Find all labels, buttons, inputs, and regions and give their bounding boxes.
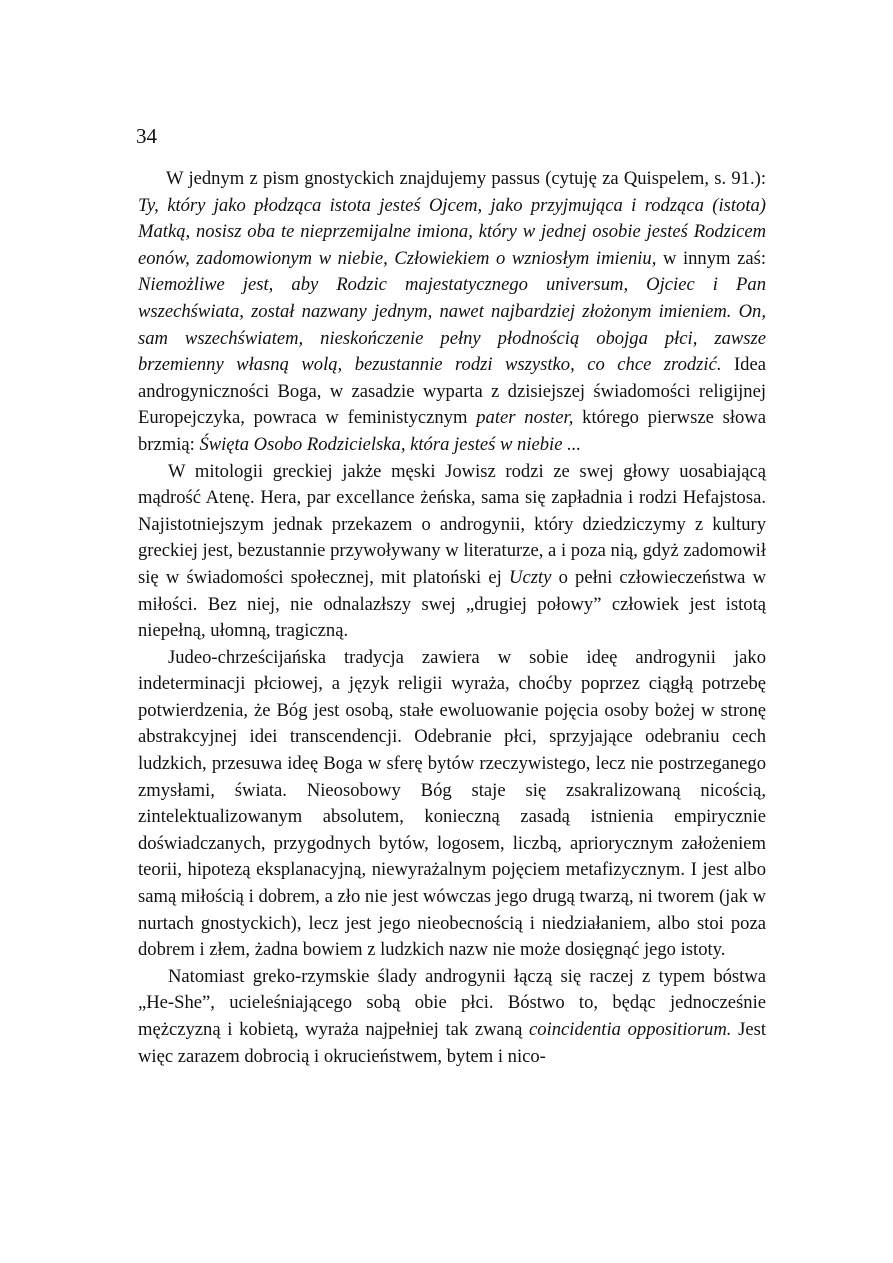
text-segment: Judeo-chrześcijańska tradycja zawiera w sobie ideę androgynii jako indeterminacji płciowej, a język religii wyraża, choćby poprzez ciągłą potrzebę potwierdzenia, że Bóg jest osobą, stałe ewoluowanie pojęcia osoby bożej w stronę abstrakcyjnej idei transcendencji. Odebranie płci, sprzyjające odebraniu cech ludzkich, przesuwa ideę Boga w sferę bytów rzeczywistego, lecz nie postrzeganego zmysłami, świata. Nieosobowy Bóg staje się zsakralizowaną nicością, zintelektualizowanym absolutem, konieczną zasadą istnienia empirycznie doświadczanych, przygodnych bytów, logosem, liczbą, apriorycznym założeniem teorii, hipotezą eksplanacyjną, niewyrażalnym pojęciem metafizycznym. I jest albo samą miłością i dobrem, a zło nie jest wówczas jego drugą twarzą, ni tworem (jak w nurtach gnostyckich), lecz jest jego nieobecnością i niedziałaniem, albo stoi poza dobrem i złem, żadna bowiem z ludzkich nazw nie może dosięgnąć jego istoty. <box>138 646 766 961</box>
paragraph-greco-roman <box>138 964 766 1070</box>
text-segment: o pełni człowieczeństwa w miłości. Bez niej, nie odnalazłszy swej „drugiej połowy” człowiek jest istotą niepełną, ułomną, tragiczną. <box>138 566 767 642</box>
page-number: 34 <box>136 124 157 148</box>
text-segment: W mitologii greckiej jakże męski Jowisz rodzi ze swej głowy uosabiającą mądrość Atenę. Hera, par excellance żeńska, sama się zapładnia i rodzi Hefajstosa. Najistotniejszym jednak przekazem o androgynii, który dziedziczymy z kultury greckiej jest, bezustannie przywoływany w literaturze, a i poza nią, gdyż zadomowił się w świadomości społecznej, mit platoński ej <box>138 460 766 588</box>
paragraph-judeo-christian <box>138 645 766 964</box>
quote-segment: pater noster, <box>476 407 574 429</box>
paragraph-greek-mythology <box>138 459 766 645</box>
text-segment: w innym zaś: <box>656 247 766 269</box>
quote-segment: Święta Osobo Rodzicielska, która jesteś w niebie ... <box>199 433 582 455</box>
text-segment: którego pierwsze słowa brzmią: <box>138 407 767 455</box>
body-text <box>138 166 766 1070</box>
paragraph-gnostic-quote <box>138 166 766 459</box>
text-segment: W jednym z pism gnostyckich znajdujemy passus (cytuję za Quispelem, s. 91.): <box>166 168 766 189</box>
text-segment: Natomiast greko-rzymskie ślady androgynii łączą się raczej z typem bóstwa „He-She”, ucieleśniającego sobą obie płci. Bóstwo to, będąc jednocześnie mężczyzną i kobietą, wyraża najpełniej tak zwaną <box>138 965 766 1040</box>
term-segment: coincidentia oppositiorum. <box>529 1019 732 1040</box>
title-segment: Uczty <box>509 566 552 588</box>
quote-segment: Ty, który jako płodząca istota jesteś Ojcem, jako przyjmująca i rodząca (istota) Matką, nosisz oba te nieprzemijalne imiona, który w jednej osobie jesteś Rodzicem eonów, zadomowionym w niebie, Człowiekiem o wzniosłym imieniu, <box>138 194 766 269</box>
quote-segment: Niemożliwe jest, aby Rodzic majestatycznego universum, Ojciec i Pan wszechświata, został nazwany jednym, nawet najbardziej złożonym imieniem. On, sam wszechświatem, nieskończenie pełny płodnością obojga płci, zawsze brzemienny własną wolą, bezustannie rodzi wszystko, co chce zrodzić. <box>138 274 766 376</box>
text-segment: Idea androgyniczności Boga, w zasadzie wyparta z dzisiejszej świadomości religijnej Europejczyka, powraca w feministycznym <box>138 354 766 429</box>
text-segment: Jest więc zarazem dobrocią i okrucieństwem, bytem i nico- <box>138 1019 767 1067</box>
